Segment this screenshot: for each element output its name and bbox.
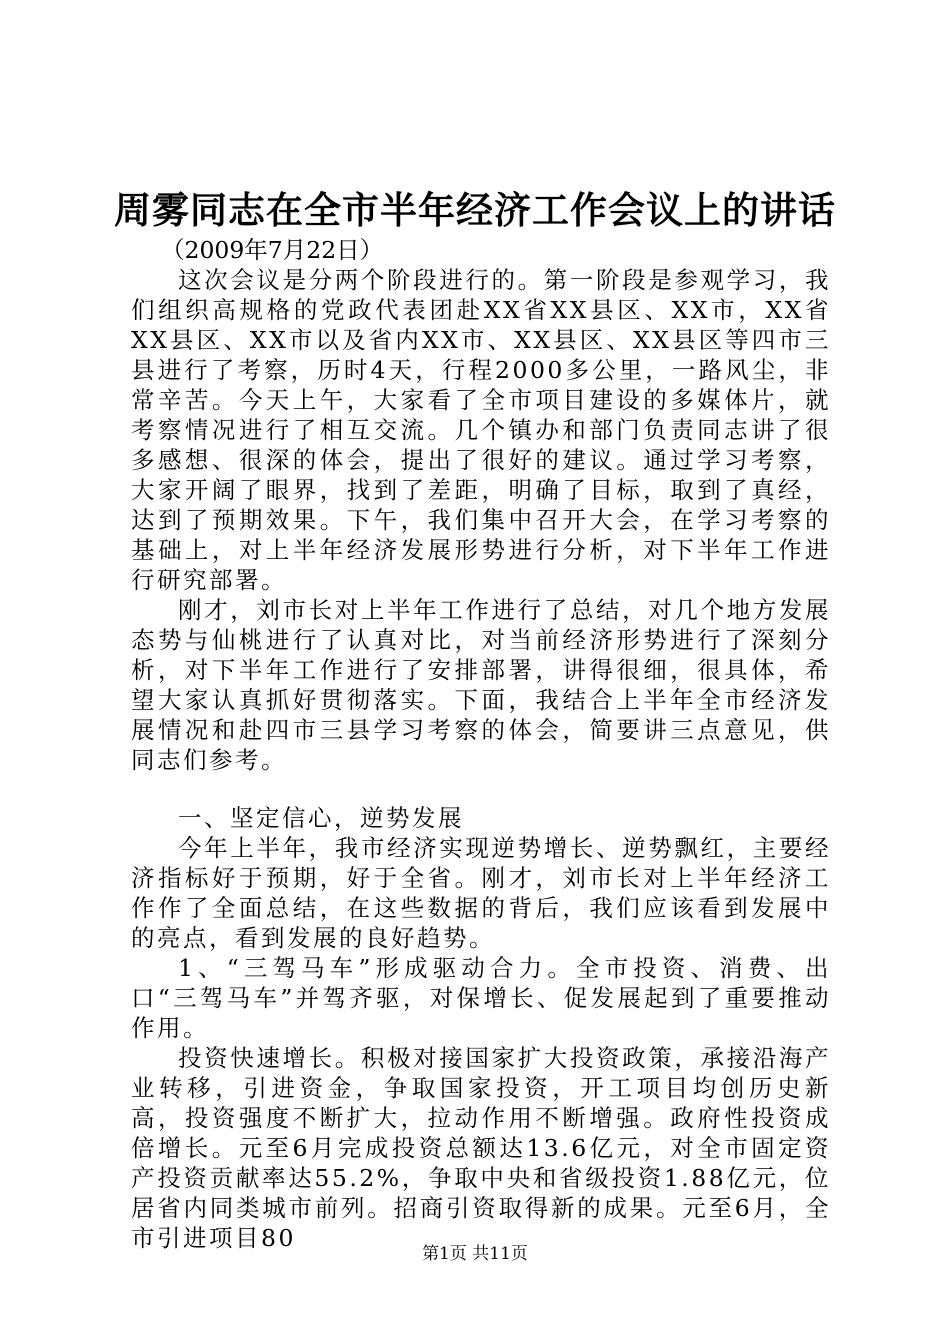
paragraph: 1、“三驾马车”形成驱动合力。全市投资、消费、出口“三驾马车”并驾齐驱，对保增长、促发展起到了重要推动作用。 <box>131 954 831 1042</box>
document-body <box>131 235 831 1253</box>
paragraph: 今年上半年，我市经济实现逆势增长、逆势飘红，主要经济指标好于预期，好于全省。刚才，刘市长对上半年经济工作作了全面总结，在这些数据的背后，我们应该看到发展中的亮点，看到发展的良好趋势。 <box>131 834 831 952</box>
paragraph: 投资快速增长。积极对接国家扩大投资政策，承接沿海产业转移，引进资金，争取国家投资，开工项目均创历史新高，投资强度不断扩大，拉动作用不断增强。政府性投资成倍增长。元至6月完成投资总额达13.6亿元，对全市固定资产投资贡献率达55.2%，争取中央和省级投资1.88亿元，位居省内同类城市前列。招商引资取得新的成果。元至6月，全市引进项目80 <box>131 1044 831 1252</box>
document-date: （2009年7月22日） <box>161 236 384 264</box>
paragraph: 刚才，刘市长对上半年工作进行了总结，对几个地方发展态势与仙桃进行了认真对比，对当前经济形势进行了深刻分析，对下半年工作进行了安排部署，讲得很细，很具体，希望大家认真抓好贯彻落实。下面，我结合上半年全市经济发展情况和赴四市三县学习考察的体会，简要讲三点意见，供同志们参考。 <box>131 596 831 774</box>
section-heading: 一、坚定信心，逆势发展 <box>178 804 464 832</box>
document-title: 周雾同志在全市半年经济工作会议上的讲话 <box>114 188 836 232</box>
paragraph: 这次会议是分两个阶段进行的。第一阶段是参观学习，我们组织高规格的党政代表团赴XX省XX县区、XX市，XX省XX县区、XX市以及省内XX市、XX县区、XX县区等四市三县进行了考察，历时4天，行程2000多公里，一路风尘，非常辛苦。今天上午，大家看了全市项目建设的多媒体片，就考察情况进行了相互交流。几个镇办和部门负责同志讲了很多感想、很深的体会，提出了很好的建议。通过学习考察，大家开阔了眼界，找到了差距，明确了目标，取到了真经，达到了预期效果。下午，我们集中召开大会，在学习考察的基础上，对上半年经济发展形势进行分析，对下半年工作进行研究部署。 <box>131 266 831 594</box>
page-footer: 第1页 共11页 <box>422 1244 528 1264</box>
